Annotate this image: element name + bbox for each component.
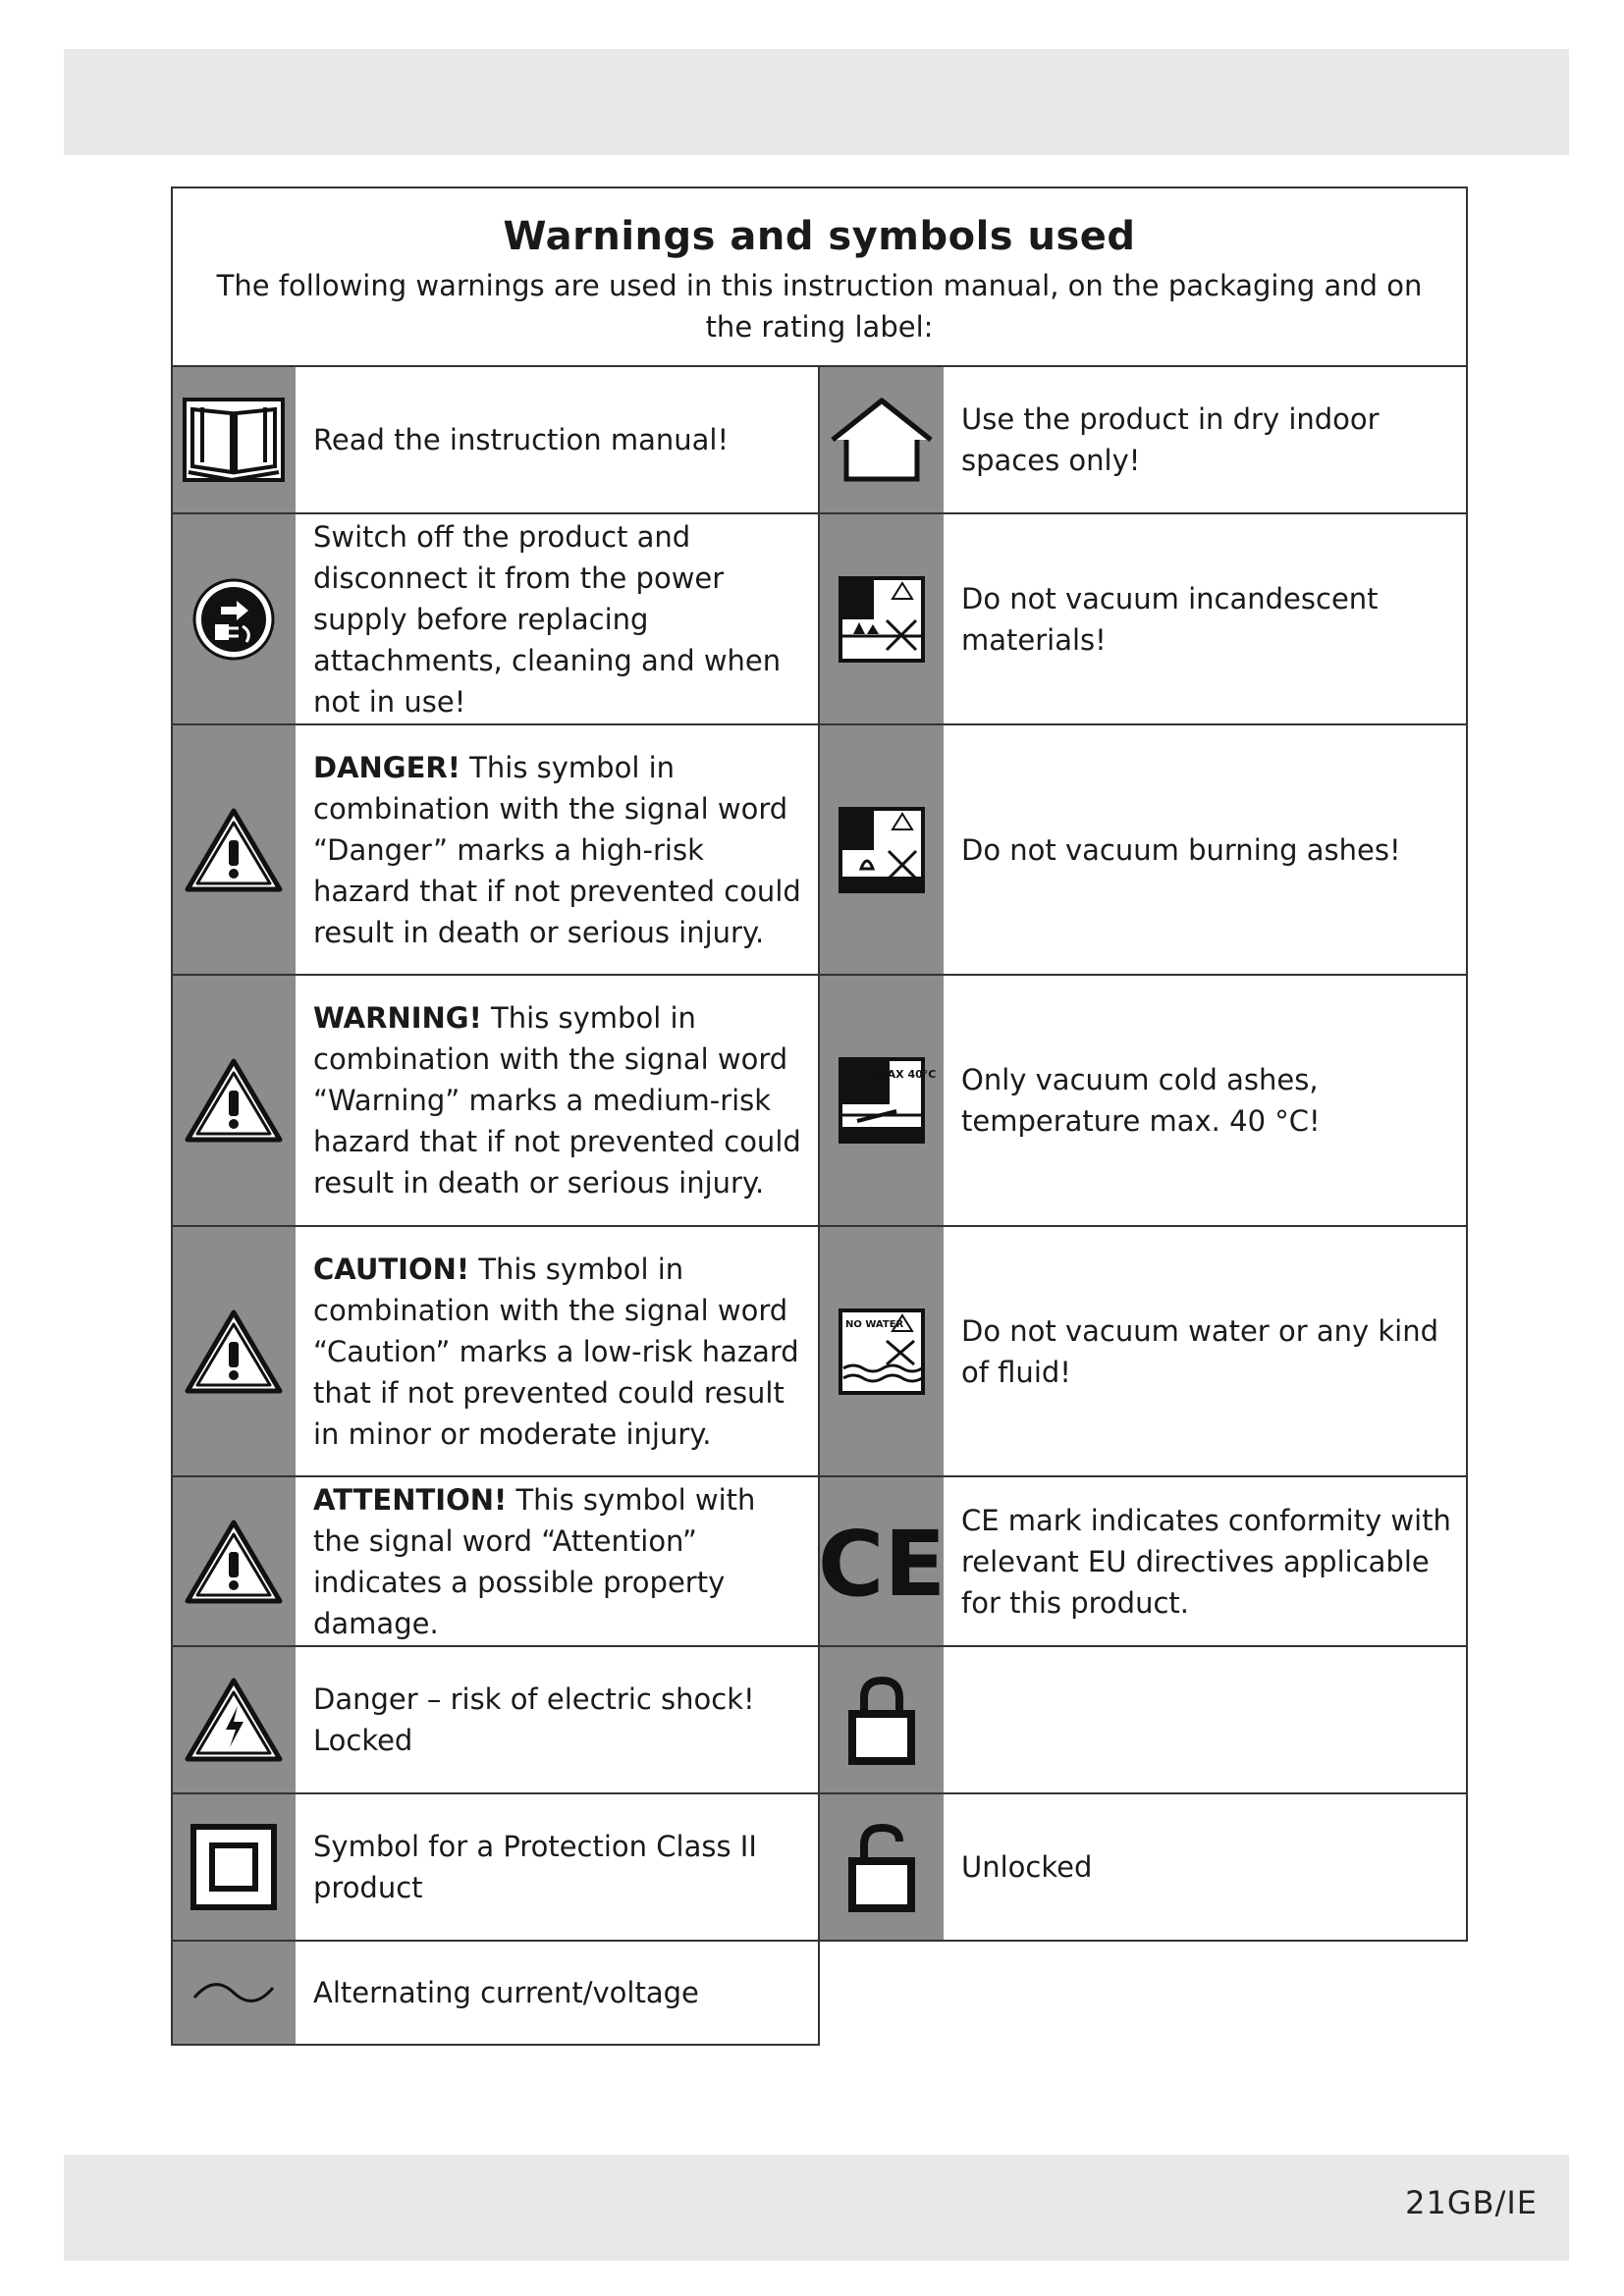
electric-shock-icon	[171, 1647, 296, 1792]
dry-indoor-text: Use the product in dry indoor spaces only!	[961, 402, 1380, 477]
signal-word-warning: WARNING!	[313, 1001, 482, 1035]
ce-mark-text: CE mark indicates conformity with relevant EU directives applicable for this product.	[961, 1503, 1451, 1620]
signal-word-danger: DANGER!	[313, 750, 460, 784]
warning-triangle-icon	[171, 1227, 296, 1475]
intro-text: The following warnings are used in this instruction manual, on the packaging and on the rating label:	[216, 269, 1423, 344]
alternating-current-text: Alternating current/voltage	[313, 1976, 699, 2009]
no-burning-ashes-text: Do not vacuum burning ashes!	[961, 832, 1401, 867]
read-manual-text: Read the instruction manual!	[313, 423, 730, 456]
alternating-current-icon	[171, 1942, 296, 2044]
unlocked-icon	[819, 1794, 944, 1940]
locked-text	[961, 1647, 1457, 1792]
unlocked-text: Unlocked	[961, 1850, 1093, 1884]
warning-text: WARNING! This symbol in combination with the signal word “Warning” marks a medium-risk hazard that if not prevented could result in death or serious injury.	[313, 1001, 801, 1200]
max-temp-label: MAX 40°C	[876, 1068, 936, 1081]
danger-text: DANGER! This symbol in combination with the signal word “Danger” marks a high-risk hazard that if not prevented could result in death or serious injury.	[313, 750, 801, 949]
no-burning-ashes-icon	[819, 725, 944, 974]
no-incandescent-text: Do not vacuum incandescent materials!	[961, 581, 1379, 657]
top-band	[64, 49, 1569, 155]
unplug-icon	[171, 514, 296, 723]
dry-indoor-house-icon	[819, 367, 944, 512]
signal-word-caution: CAUTION!	[313, 1252, 470, 1286]
unplug-text: Switch off the product and disconnect it from the power supply before replacing attachments, cleaning and when not in use!	[313, 519, 782, 719]
warning-triangle-icon	[171, 976, 296, 1225]
no-water-icon	[819, 1227, 944, 1475]
cold-ashes-max-icon	[819, 976, 944, 1225]
warnings-table	[171, 187, 1468, 2046]
cold-ashes-text: Only vacuum cold ashes, temperature max. 40 °C!	[961, 1063, 1321, 1138]
protection-class-text: Symbol for a Protection Class II product	[313, 1830, 757, 1904]
warning-triangle-icon	[171, 1477, 296, 1645]
locked-icon	[819, 1647, 944, 1792]
ce-mark-label: CE	[817, 1511, 946, 1617]
no-incandescent-icon	[819, 514, 944, 723]
caution-text: CAUTION! This symbol in combination with the signal word “Caution” marks a low-risk hazard that if not prevented could result in minor or moderate injury.	[313, 1252, 799, 1451]
table-header	[171, 187, 1468, 365]
page-title: Warnings and symbols used	[503, 214, 1136, 259]
signal-word-attention: ATTENTION!	[313, 1482, 508, 1517]
attention-text: ATTENTION! This symbol with the signal word “Attention” indicates a possible property damage.	[313, 1482, 756, 1640]
read-manual-icon	[171, 367, 296, 512]
no-water-text: Do not vacuum water or any kind of fluid!	[961, 1313, 1439, 1389]
protection-class-ii-icon	[171, 1794, 296, 1940]
footer-band	[64, 2155, 1569, 2261]
ce-mark-icon	[819, 1477, 944, 1645]
page-number: 21GB/IE	[1405, 2184, 1538, 2221]
warning-triangle-icon	[171, 725, 296, 974]
no-water-label: NO WATER	[844, 1318, 903, 1330]
electric-shock-text: Danger – risk of electric shock! Locked	[313, 1682, 755, 1757]
